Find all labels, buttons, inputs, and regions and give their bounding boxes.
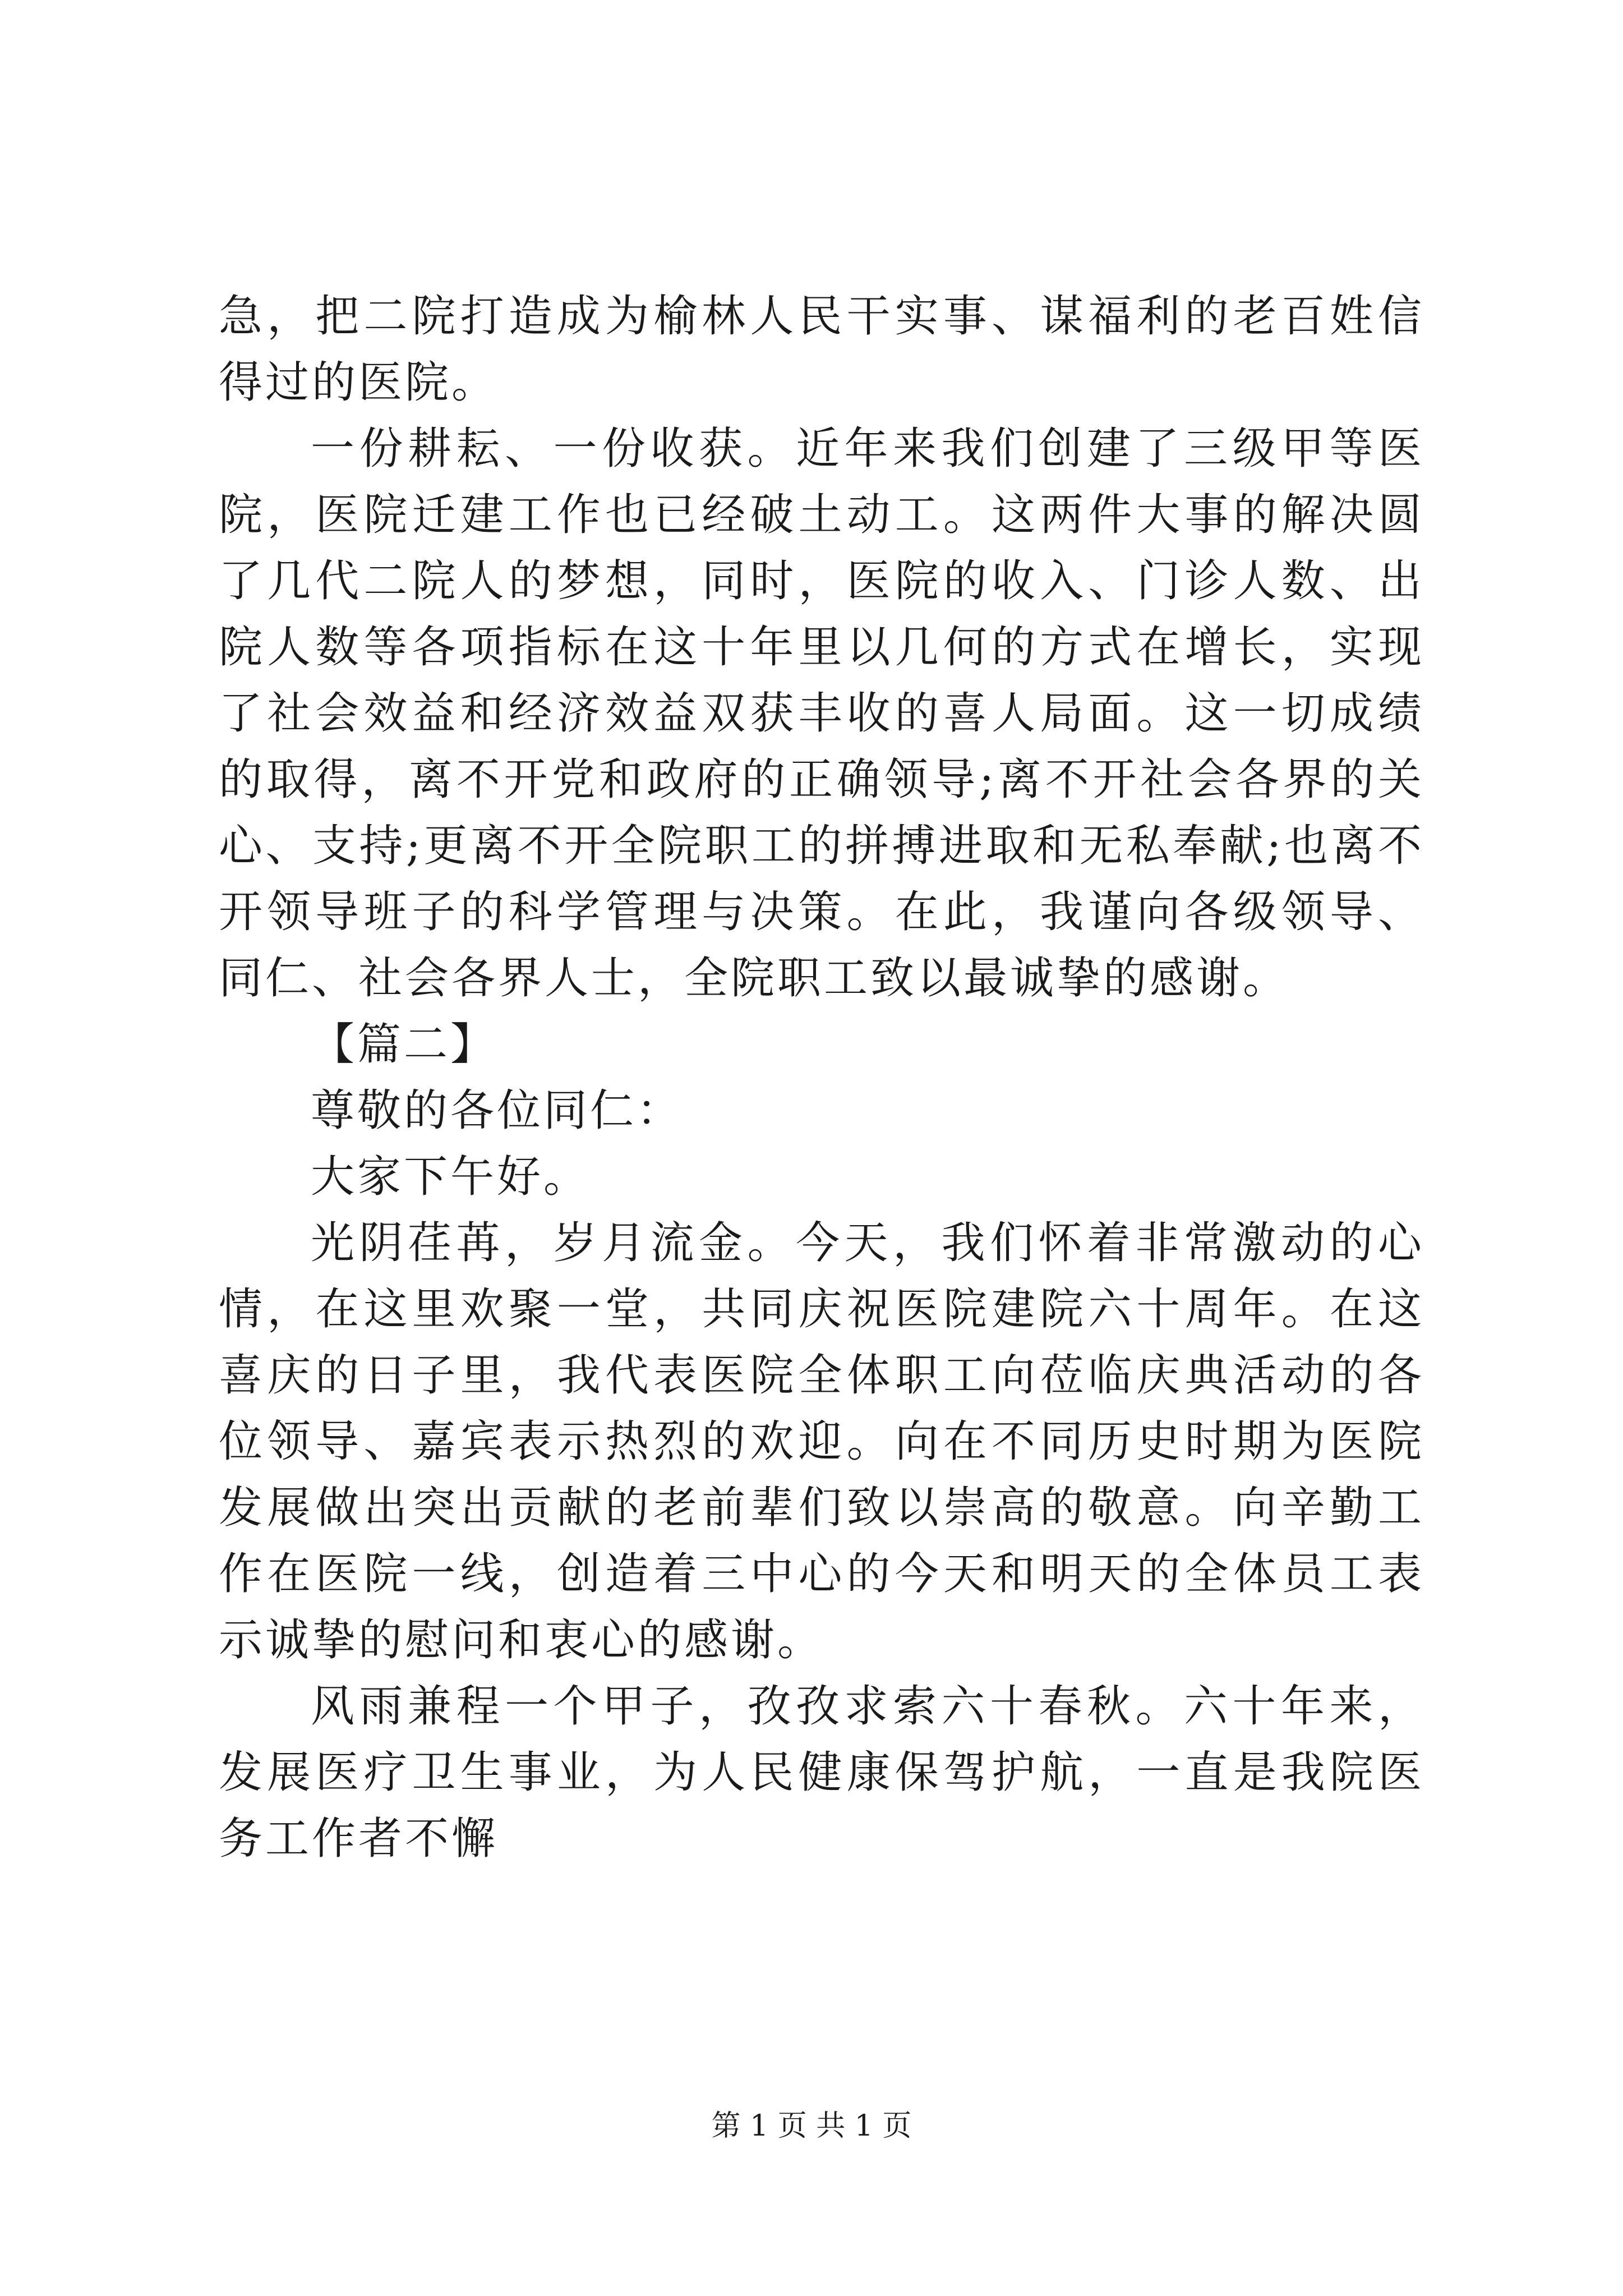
paragraph-2: 一份耕耘、一份收获。近年来我们创建了三级甲等医院，医院迁建工作也已经破土动工。这两件大事的解决圆了几代二院人的梦想，同时，医院的收入、门诊人数、出院人数等各项指标在这十年里以几何的方式在增长，实现了社会效益和经济效益双获丰收的喜人局面。这一切成绩的取得，离不开党和政府的正确领导;离不开社会各界的关心、支持;更离不开全院职工的拼搏进取和无私奉献;也离不开领导班子的科学管理与决策。在此，我谨向各级领导、同仁、社会各界人士，全院职工致以最诚挚的感谢。 <box>219 424 1424 1004</box>
page-footer: 第 1 页 共 1 页 <box>711 2109 912 2143</box>
paragraph-4: 风雨兼程一个甲子，孜孜求索六十春秋。六十年来，发展医疗卫生事业，为人民健康保驾护航，一直是我院医务工作者不懈 <box>219 1681 1424 1864</box>
greeting: 大家下午好。 <box>311 1152 591 1202</box>
document-body <box>219 283 1424 1872</box>
salutation: 尊敬的各位同仁： <box>311 1085 684 1136</box>
paragraph-3: 光阴荏苒，岁月流金。今天，我们怀着非常激动的心情，在这里欢聚一堂，共同庆祝医院建院六十周年。在这喜庆的日子里，我代表医院全体职工向莅临庆典活动的各位领导、嘉宾表示热烈的欢迎。向在不同历史时期为医院发展做出突出贡献的老前辈们致以崇高的敬意。向辛勤工作在医院一线，创造着三中心的今天和明天的全体员工表示诚挚的慰问和衷心的感谢。 <box>219 1218 1424 1665</box>
section-heading: 【篇二】 <box>311 1019 497 1070</box>
paragraph-1: 急，把二院打造成为榆林人民干实事、谋福利的老百姓信得过的医院。 <box>219 291 1424 408</box>
